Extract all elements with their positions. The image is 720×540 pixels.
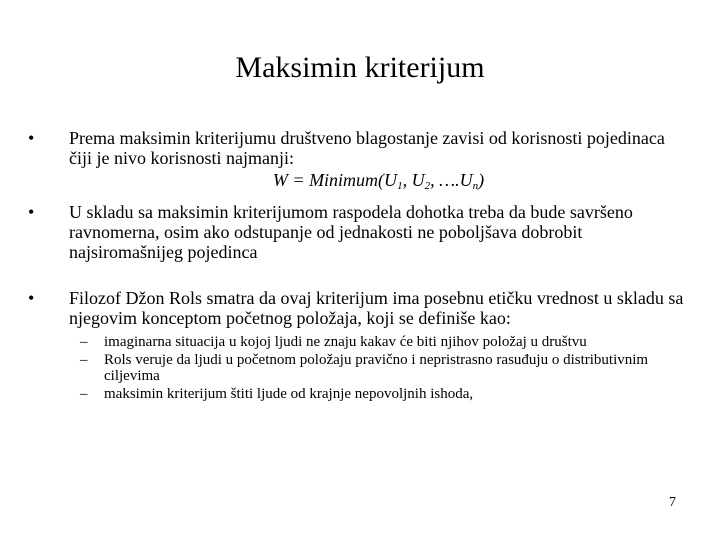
bullet-item [28, 128, 688, 196]
slide-content [28, 128, 688, 402]
slide-title: Maksimin kriterijum [235, 51, 485, 84]
formula-sep-1: , U [402, 170, 425, 190]
formula-sub-n: n [472, 180, 479, 192]
bullet-item [28, 202, 688, 262]
sub-item [80, 386, 688, 402]
sub-text: Rols veruje da ljudi u početnom položaju pravično i nepristrasno rasuđuju o distributivnim ciljevima [104, 352, 649, 384]
sub-item [80, 352, 688, 384]
bullet-item [28, 288, 688, 402]
sub-dash: – [80, 386, 88, 402]
formula-sep-2: , ….U [430, 170, 473, 190]
sub-text: maksimin kriterijum štiti ljude od krajnje nepovoljnih ishoda, [104, 386, 474, 402]
formula-prefix: W = Minimum(U [272, 170, 398, 190]
page-number: 7 [669, 495, 676, 510]
bullet-dot: • [28, 202, 35, 222]
sub-dash: – [80, 352, 88, 368]
bullet-text: Filozof Džon Rols smatra da ovaj kriterijum ima posebnu etičku vrednost u skladu sa njegovim konceptom početnog položaja, koji se definiše kao: [69, 288, 684, 328]
sub-text: imaginarna situacija u kojoj ljudi ne znaju kakav će biti njihov položaj u društvu [104, 334, 587, 350]
bullet-dot: • [28, 288, 35, 308]
bullet-text: U skladu sa maksimin kriterijumom raspodela dohotka treba da bude savršeno ravnomerna, osim ako odstupanje od jednakosti ne poboljšava dobrobit najsiromašnijeg pojedinca [69, 202, 633, 262]
formula-sub-1: 1 [397, 180, 403, 192]
sub-item [80, 334, 688, 350]
formula-suffix: ) [478, 170, 485, 190]
formula-sub-2: 2 [424, 180, 431, 192]
bullet-dot: • [28, 128, 35, 148]
formula [69, 170, 688, 196]
sub-list [80, 334, 688, 402]
sub-dash: – [80, 334, 88, 350]
bullet-text: Prema maksimin kriterijumu društveno blagostanje zavisi od korisnosti pojedinaca čiji je nivo korisnosti najmanji: [69, 128, 665, 168]
